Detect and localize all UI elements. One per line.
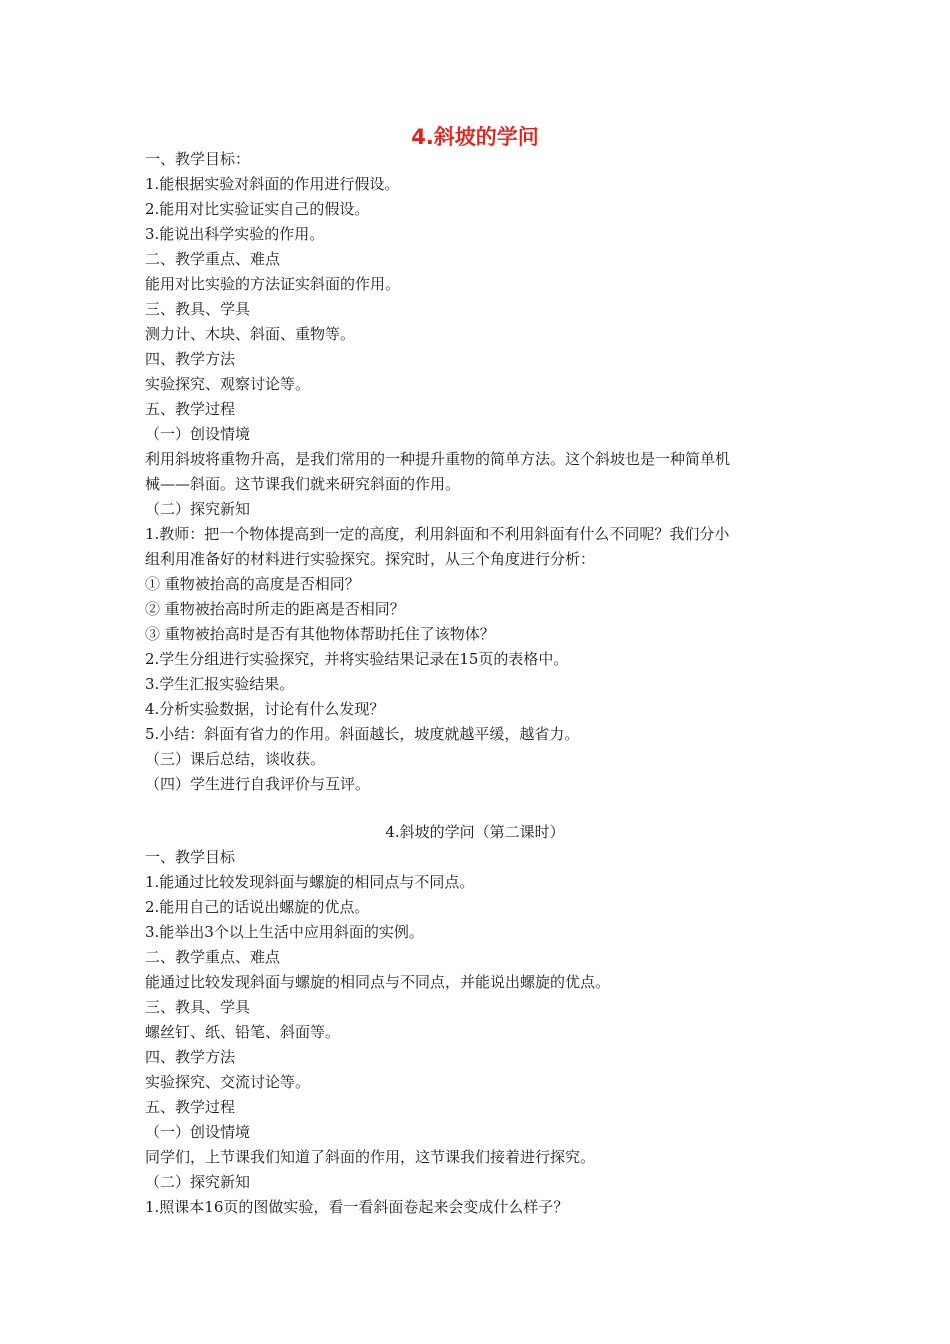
lesson1-line: ① 重物被抬高的高度是否相同？ xyxy=(145,575,360,593)
lesson1-line: ② 重物被抬高时所走的距离是否相同？ xyxy=(145,600,405,618)
lesson2-line: 实验探究、交流讨论等。 xyxy=(145,1073,311,1091)
lesson2-line: 二、教学重点、难点 xyxy=(145,948,281,966)
lesson2-line: 能通过比较发现斜面与螺旋的相同点与不同点，并能说出螺旋的优点。 xyxy=(145,973,611,991)
lesson1-line: 4.分析实验数据，讨论有什么发现？ xyxy=(145,700,385,718)
lesson2-line: 1.能通过比较发现斜面与螺旋的相同点与不同点。 xyxy=(145,873,475,891)
lesson1-line: 3.学生汇报实验结果。 xyxy=(145,675,295,693)
lesson2-title: 4.斜坡的学问（第二课时） xyxy=(385,823,565,841)
lesson2-line: 3.能举出3个以上生活中应用斜面的实例。 xyxy=(145,923,424,941)
lesson1-body xyxy=(145,147,815,797)
lesson1-line: 组利用准备好的材料进行实验探究。探究时，从三个角度进行分析： xyxy=(145,550,596,568)
lesson1-line: （二）探究新知 xyxy=(145,500,251,518)
lesson1-line: 测力计、木块、斜面、重物等。 xyxy=(145,325,356,343)
lesson1-line: 1.能根据实验对斜面的作用进行假设。 xyxy=(145,175,400,193)
lesson1-line: 2.学生分组进行实验探究，并将实验结果记录在15页的表格中。 xyxy=(145,650,569,668)
lesson1-line: 2.能用对比实验证实自己的假设。 xyxy=(145,200,370,218)
lesson1-line: 械——斜面。这节课我们就来研究斜面的作用。 xyxy=(145,475,461,493)
lesson2-line: （二）探究新知 xyxy=(145,1173,251,1191)
lesson2-line: 三、教具、学具 xyxy=(145,998,251,1016)
lesson2-line: 四、教学方法 xyxy=(145,1048,236,1066)
lesson1-line: （四）学生进行自我评价与互评。 xyxy=(145,775,371,793)
lesson1-line: 5.小结：斜面有省力的作用。斜面越长，坡度就越平缓，越省力。 xyxy=(145,725,580,743)
lesson1-line: 二、教学重点、难点 xyxy=(145,250,281,268)
lesson1-line: 三、教具、学具 xyxy=(145,300,251,318)
lesson1-line: 3.能说出科学实验的作用。 xyxy=(145,225,325,243)
lesson2-body xyxy=(145,845,815,1220)
lesson2-line: 1.照课本16页的图做实验，看一看斜面卷起来会变成什么样子？ xyxy=(145,1198,569,1216)
lesson1-line: ③ 重物被抬高时是否有其他物体帮助托住了该物体？ xyxy=(145,625,495,643)
lesson2-line: 同学们，上节课我们知道了斜面的作用，这节课我们接着进行探究。 xyxy=(145,1148,596,1166)
lesson1-line: （一）创设情境 xyxy=(145,425,251,443)
lesson1-title: 4.斜坡的学问 xyxy=(411,125,539,149)
lesson2-line: （一）创设情境 xyxy=(145,1123,251,1141)
lesson2-line: 2.能用自己的话说出螺旋的优点。 xyxy=(145,898,370,916)
lesson1-line: 1.教师：把一个物体提高到一定的高度，利用斜面和不利用斜面有什么不同呢？我们分小 xyxy=(145,525,730,543)
lesson1-line: 四、教学方法 xyxy=(145,350,236,368)
lesson1-line: 一、教学目标： xyxy=(145,150,251,168)
lesson1-line: 能用对比实验的方法证实斜面的作用。 xyxy=(145,275,401,293)
lesson2-line: 五、教学过程 xyxy=(145,1098,236,1116)
lesson1-line: 利用斜坡将重物升高，是我们常用的一种提升重物的简单方法。这个斜坡也是一种简单机 xyxy=(145,450,731,468)
lesson1-line: 五、教学过程 xyxy=(145,400,236,418)
lesson1-line: 实验探究、观察讨论等。 xyxy=(145,375,311,393)
lesson2-line: 螺丝钉、纸、铅笔、斜面等。 xyxy=(145,1023,341,1041)
lesson1-line: （三）课后总结，谈收获。 xyxy=(145,750,326,768)
lesson2-line: 一、教学目标 xyxy=(145,848,236,866)
